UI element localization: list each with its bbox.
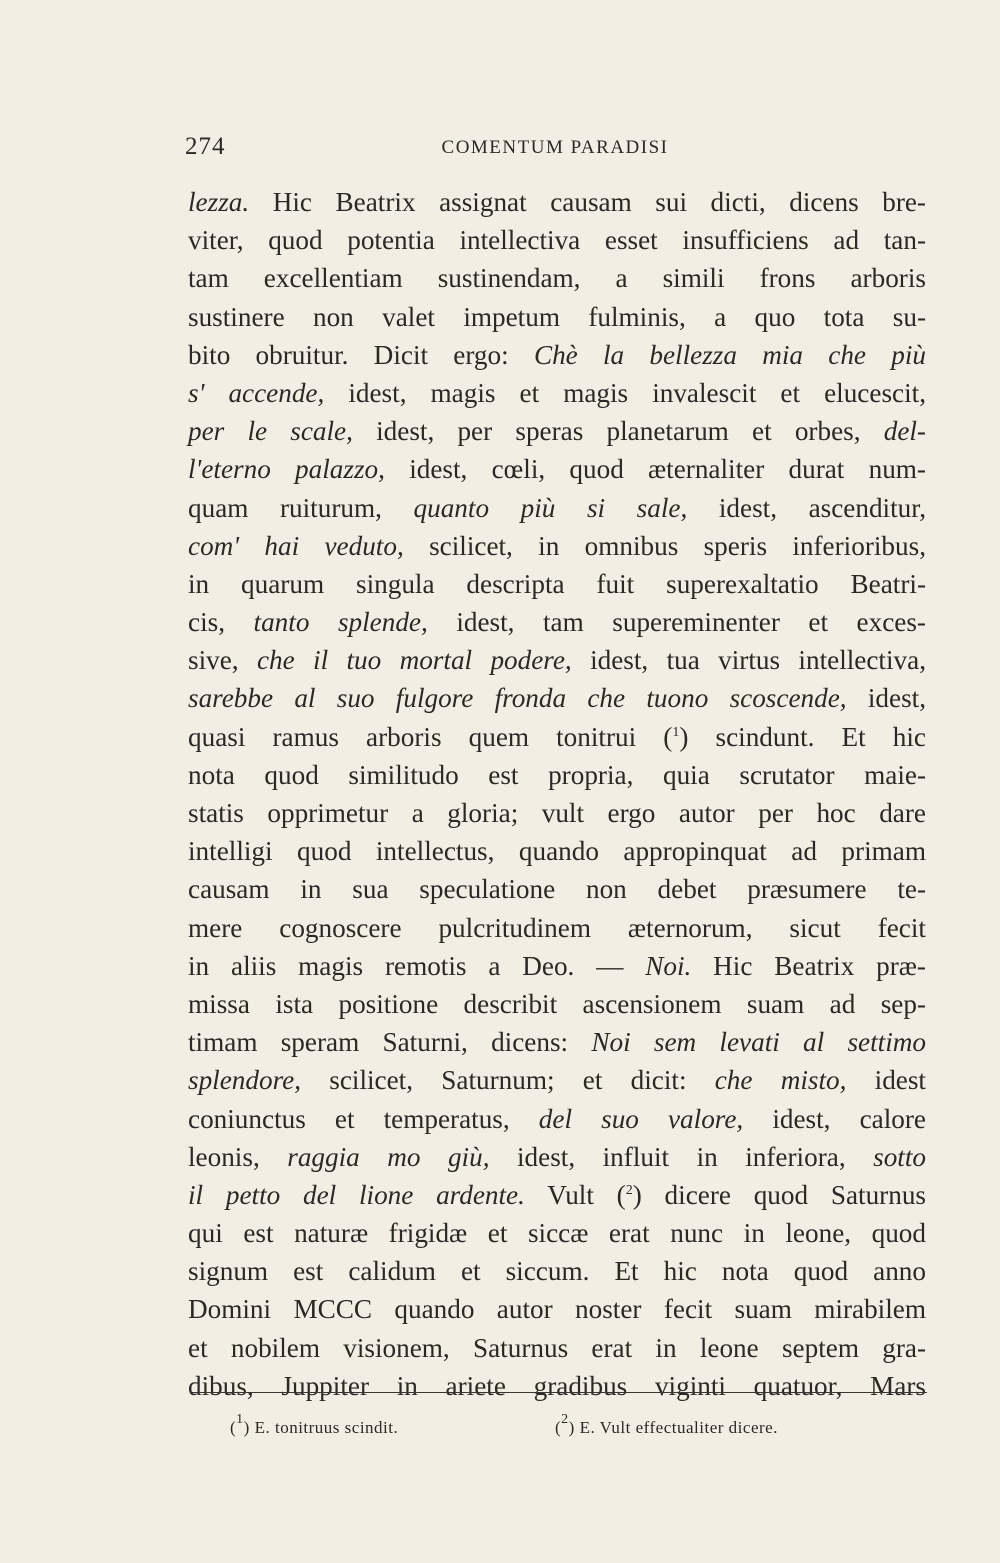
italic-text: Noi. <box>645 950 692 981</box>
text-line <box>188 641 926 679</box>
text-line <box>188 718 926 756</box>
text-run: Vult ( <box>524 1179 626 1210</box>
text-line <box>188 489 926 527</box>
text-line <box>188 527 926 565</box>
italic-text: quanto più si sale, <box>413 492 688 523</box>
text-line <box>188 1023 926 1061</box>
text-run: viter, quod potentia intellectiva esset insufficiens ad tan- <box>188 225 926 256</box>
text-line <box>188 870 926 908</box>
italic-text: splendore, <box>188 1065 302 1096</box>
text-run: idest, influit in inferiora, <box>489 1141 874 1172</box>
text-line <box>188 985 926 1023</box>
text-line <box>188 450 926 488</box>
text-run: scilicet, Saturnum; et dicit: <box>301 1065 715 1096</box>
italic-text: lezza. <box>188 187 250 217</box>
body-text <box>188 183 926 1405</box>
italic-text: del suo valore, <box>538 1103 744 1134</box>
italic-text: per le scale, <box>188 416 353 447</box>
text-line <box>188 374 926 412</box>
text-line <box>188 298 926 336</box>
text-run: ) dicere quod Saturnus <box>632 1179 927 1210</box>
italic-text: sarebbe al suo fulgore fronda che tuono scoscende, <box>188 683 847 714</box>
text-run: missa ista positione describit ascensionem suam ad sep- <box>188 988 926 1019</box>
text-run: idest <box>846 1065 926 1096</box>
text-run: mere cognoscere pulcritudinem æternorum, sicut fecit <box>188 912 926 943</box>
footnote-1: ($^1$) E. tonitruus scindit. <box>230 1412 399 1437</box>
text-run: leonis, <box>188 1141 288 1172</box>
text-run: bito obruitur. Dicit ergo: <box>188 339 534 370</box>
text-run: quam ruiturum, <box>188 492 414 523</box>
text-line <box>188 909 926 947</box>
text-line <box>188 1100 926 1138</box>
italic-text: l'eterno palazzo, <box>188 454 385 485</box>
text-line <box>188 1176 926 1214</box>
text-run: causam in sua speculatione non debet præsumere te- <box>188 874 926 905</box>
text-run: idest, per speras planetarum et orbes, <box>352 416 884 447</box>
text-run: statis opprimetur a gloria; vult ergo autor per hoc dare <box>188 798 926 828</box>
text-line <box>188 259 926 297</box>
text-run: scilicet, in omnibus speris inferioribus, <box>403 530 926 561</box>
text-run: Hic Beatrix præ- <box>691 950 926 981</box>
text-line <box>188 565 926 603</box>
text-line <box>188 947 926 985</box>
text-run: tam excellentiam sustinendam, a simili frons arboris <box>188 263 926 294</box>
text-run: ) scindunt. Et hic <box>679 721 926 752</box>
text-run: in aliis magis remotis a Deo. — <box>188 950 646 981</box>
text-line <box>188 794 926 832</box>
text-line <box>188 221 926 259</box>
text-run: sive, <box>188 645 257 676</box>
italic-text: sotto <box>873 1141 926 1172</box>
italic-text: Chè la bellezza mia che più <box>533 339 926 370</box>
footnote-2-mark: 2 <box>561 1412 569 1427</box>
italic-text: raggia mo giù, <box>287 1141 490 1172</box>
footnote-1-text: E. tonitruus scindit. <box>249 1418 399 1437</box>
text-run: idest, tua virtus intellectiva, <box>571 645 926 676</box>
text-run: idest, ascenditur, <box>687 492 927 523</box>
italic-text: che il tuo mortal podere, <box>256 645 572 676</box>
text-run: idest, <box>846 683 926 714</box>
text-run: idest, tam supereminenter et exces- <box>427 607 926 638</box>
text-run: intelligi quod intellectus, quando appropinquat ad primam <box>188 836 926 867</box>
text-run: Hic Beatrix assignat causam sui dicti, dicens bre- <box>249 187 926 217</box>
italic-text: il petto del lione ardente. <box>188 1179 525 1210</box>
text-line <box>188 336 926 374</box>
text-run: idest, cœli, quod æternaliter durat num- <box>384 454 926 485</box>
text-line <box>188 412 926 450</box>
text-line <box>188 1290 926 1328</box>
text-run: Domini MCCC quando autor noster fecit suam mirabilem <box>188 1294 926 1325</box>
running-head: COMENTUM PARADISI <box>441 137 669 158</box>
footnote-rule <box>190 1392 927 1393</box>
footnote-2-text: E. Vult effectualiter dicere. <box>574 1418 778 1437</box>
text-line <box>188 756 926 794</box>
footnote-ref: 1 <box>672 724 680 740</box>
text-line <box>188 1252 926 1290</box>
text-run: et nobilem visionem, Saturnus erat in leone septem gra- <box>188 1332 926 1363</box>
page-header <box>185 133 925 163</box>
italic-text: del- <box>883 416 926 447</box>
footnote-2: ($^2$) E. Vult effectualiter dicere. <box>555 1412 778 1437</box>
italic-text: Noi sem levati al settimo <box>591 1027 926 1058</box>
footnote-ref: 2 <box>625 1182 633 1198</box>
text-line <box>188 1367 926 1405</box>
text-line <box>188 1329 926 1367</box>
italic-text: s' accende, <box>188 377 325 408</box>
text-run: timam speram Saturni, dicens: <box>188 1027 592 1058</box>
text-line <box>188 1138 926 1176</box>
text-line <box>188 679 926 717</box>
text-run: nota quod similitudo est propria, quia scrutator maie- <box>188 759 926 790</box>
text-line <box>188 1061 926 1099</box>
italic-text: tanto splende, <box>253 607 428 638</box>
text-line <box>188 1214 926 1252</box>
text-line <box>188 603 926 641</box>
text-run: in quarum singula descripta fuit superexaltatio Beatri- <box>188 568 926 599</box>
text-run: qui est naturæ frigidæ et siccæ erat nunc in leone, quod <box>188 1218 926 1249</box>
italic-text: che misto, <box>714 1065 847 1096</box>
text-line <box>188 183 926 221</box>
text-run: quasi ramus arboris quem tonitrui ( <box>188 721 673 752</box>
italic-text: com' hai veduto, <box>188 530 404 561</box>
text-run: idest, calore <box>743 1103 926 1134</box>
text-run: coniunctus et temperatus, <box>188 1103 539 1134</box>
text-run: cis, <box>188 607 254 638</box>
text-run: dibus, Juppiter in ariete gradibus viginti quatuor, Mars <box>188 1370 926 1401</box>
text-run: signum est calidum et siccum. Et hic nota quod anno <box>188 1256 926 1287</box>
text-run: sustinere non valet impetum fulminis, a quo tota su- <box>188 301 926 332</box>
text-line <box>188 832 926 870</box>
footnote-1-mark: 1 <box>236 1412 244 1427</box>
text-run: idest, magis et magis invalescit et elucescit, <box>324 377 926 408</box>
page-number: 274 <box>185 133 226 160</box>
